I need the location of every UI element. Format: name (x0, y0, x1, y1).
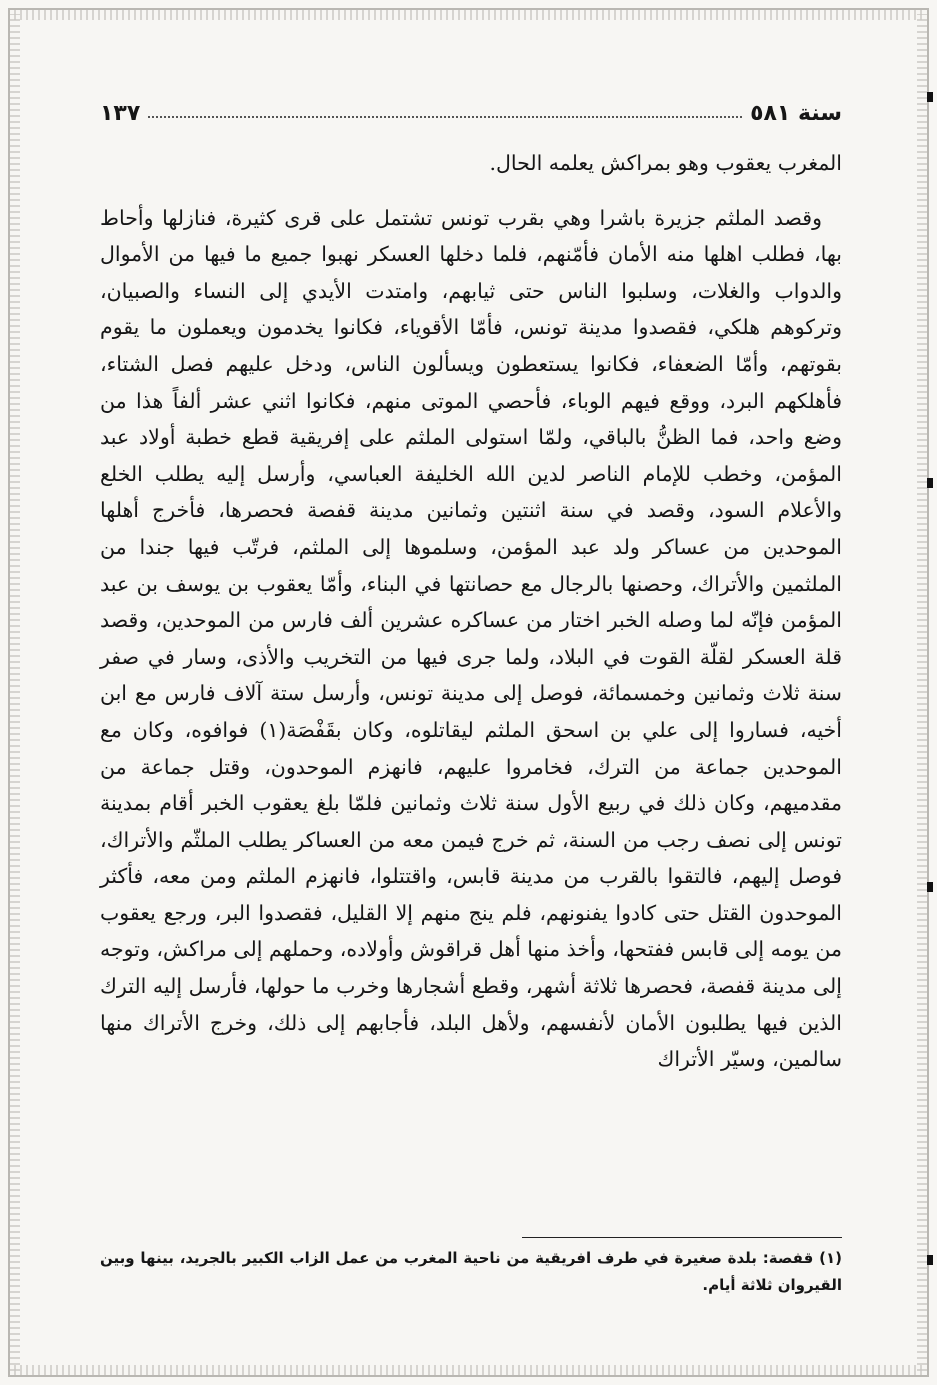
running-header (100, 92, 842, 126)
margin-mark (927, 478, 933, 488)
margin-mark (927, 92, 933, 102)
margin-mark (927, 1255, 933, 1265)
border-ornament-left (10, 14, 20, 1371)
border-ornament-right (917, 14, 927, 1371)
paragraph: وقصد الملثم جزيرة باشرا وهي بقرب تونس تشتمل على قرى كثيرة، فنازلها وأحاط بها، فطلب اهلها منه الأمان فأمّنهم، فلما دخلها العسكر نهبوا جميع ما فيها من الأموال والدواب والغلات، وسلبوا الناس حتى ثيابهم، وامتدت الأيدي إلى النساء والصبيان، وتركوهم هلكي، فقصدوا مدينة تونس، فأمّا الأقوياء، فكانوا يخدمون ويعملون ما يقوم بقوتهم، وأمّا الضعفاء، فكانوا يستعطون ويسألون الناس، ودخل عليهم فصل الشتاء، فأهلكهم البرد، ووقع فيهم الوباء، فأحصي الموتى منهم، فكانوا اثني عشر ألفاً هذا من وضع واحد، فما الظنُّ بالباقي، ولمّا استولى الملثم على إفريقية قطع خطبة أولاد عبد المؤمن، وخطب للإمام الناصر لدين الله الخليفة العباسي، وأرسل إليه يطلب الخلع والأعلام السود، وقصد في سنة اثنتين وثمانين مدينة قفصة فحصرها، فأخرج أهلها الموحدين من عساكر ولد عبد المؤمن، وسلموها إلى الملثم، فرتّب فيها جندا من الملثمين والأتراك، وحصنها بالرجال مع حصانتها في البناء، وأمّا يعقوب بن يوسف بن عبد المؤمن فإنّه لما وصله الخبر اختار من عساكره عشرين ألف فارس من الموحدين، وقصد قلة العسكر لقلّة القوت في البلاد، ولما جرى فيها من التخريب والأذى، وسار في صفر سنة ثلاث وثمانين وخمسمائة، فوصل إلى مدينة تونس، وأرسل ستة آلاف فارس مع ابن أخيه، فساروا إلى علي بن اسحق الملثم ليقاتلوه، وكان بقَفْصَة(١) فوافوه، وكان مع الموحدين جماعة من الترك، فخامروا عليهم، فانهزم الموحدون، وقتل جماعة من مقدميهم، وكان ذلك في ربيع الأول سنة ثلاث وثمانين فلمّا بلغ يعقوب الخبر أقام بمدينة تونس إلى نصف رجب من السنة، ثم خرج فيمن معه من العساكر يطلب الملثّم والأتراك، فوصل إليهم، فالتقوا بالقرب من مدينة قابس، واقتتلوا، فانهزم الملثم ومن معه، فأكثر الموحدون القتل حتى كادوا يفنونهم، فلم ينج منهم إلا القليل، فقصدوا البر، ورجع يعقوب من يومه إلى قابس ففتحها، وأخذ منها أهل قراقوش وأولاده، وحملهم إلى مراكش، وتوجه إلى مدينة قفصة، فحصرها ثلاثة أشهر، وقطع أشجارها وخرب ما حولها، فأرسل إليه الترك الذين فيها يطلبون الأمان لأنفسهم، ولأهل البلد، فأجابهم إلى ذلك، وخرج الأتراك منها سالمين، وسيّر الأتراك (100, 205, 843, 1072)
header-dot-leader (148, 116, 742, 118)
border-ornament-top (14, 10, 923, 20)
footnote-separator (522, 1237, 842, 1238)
margin-mark (927, 882, 933, 892)
header-year: سنة ٥٨١ (750, 101, 842, 126)
border-ornament-bottom (14, 1365, 923, 1375)
main-text (100, 145, 842, 1078)
paragraph: المغرب يعقوب وهو بمراكش يعلمه الحال. (489, 151, 842, 175)
footnote: (١) قفصة: بلدة صغيرة في طرف افريقية من ناحية المغرب من عمل الزاب الكبير بالجريد، بينها وبين القيروان ثلاثة أيام. (100, 1249, 842, 1294)
page-number: ١٣٧ (100, 101, 141, 126)
